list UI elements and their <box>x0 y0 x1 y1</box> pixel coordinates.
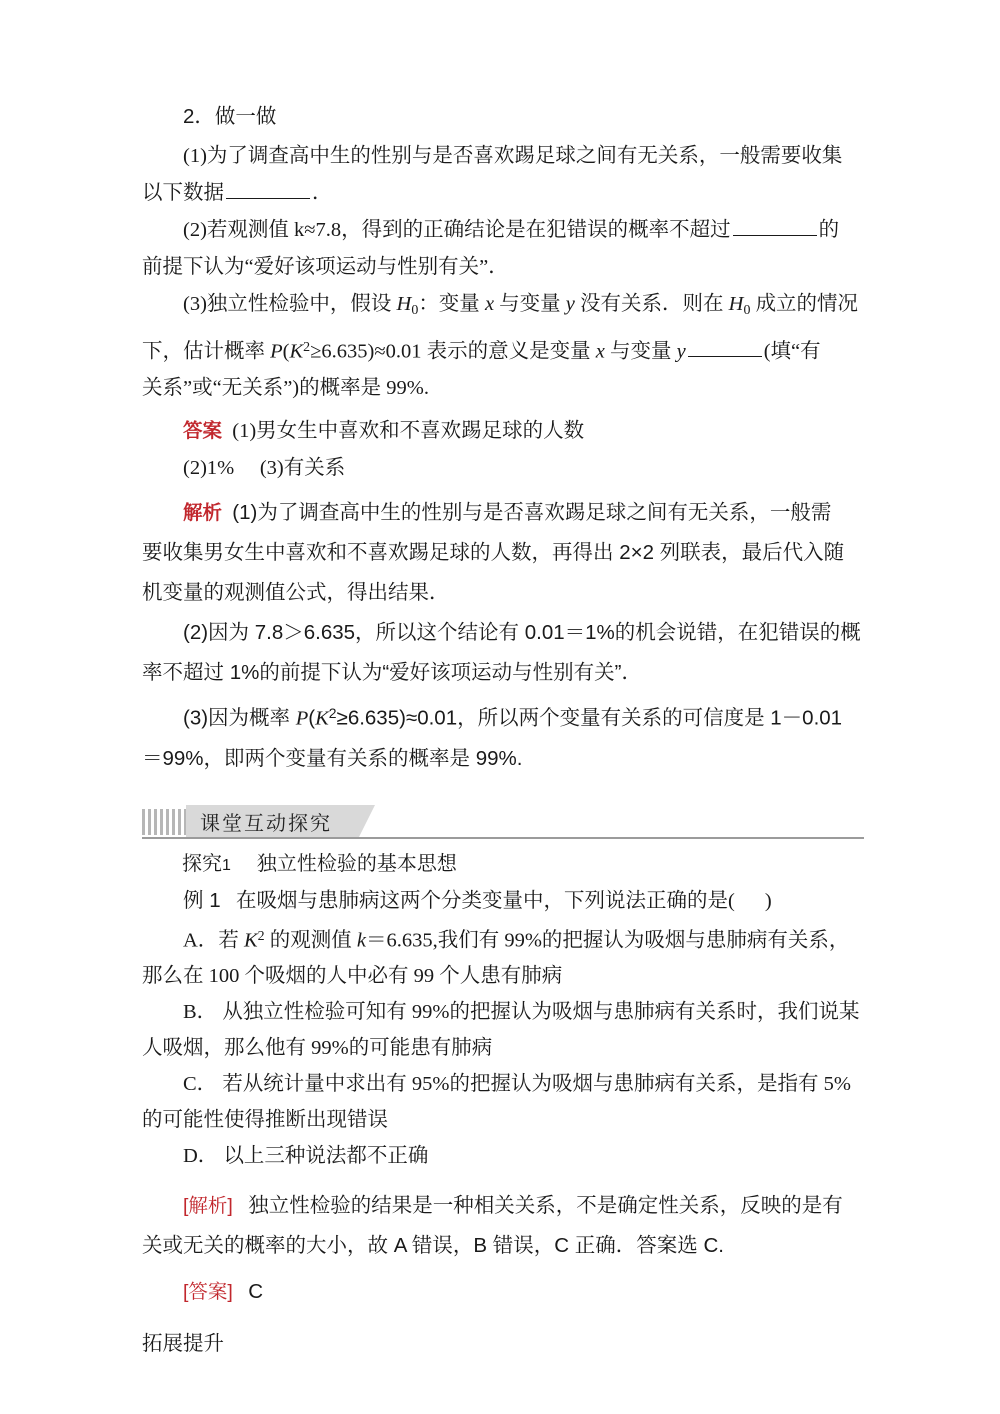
answer-text-1: (1)男女生中喜欢和不喜欢踢足球的人数 <box>232 420 585 443</box>
choice-b-t1: 从独立性检验可知有 99%的把握认为吸烟与患肺病有关系时，我们说某 <box>222 1001 860 1024</box>
q3-var-y: y <box>565 293 575 315</box>
q3-t9: 与变量 <box>604 340 677 363</box>
analysis-p3-t3: ≥6.635)≈0.01，所以两个变量有关系的可信度是 1－0.01 <box>336 706 843 730</box>
question-1-line-2 <box>142 175 864 212</box>
q3-var-K: K <box>289 340 304 363</box>
choice-b-line-2 <box>142 1030 864 1066</box>
analysis-p3-line-1 <box>142 693 864 738</box>
q3-var-H: H <box>396 293 412 315</box>
example-stem: 在吸烟与患肺病这两个分类变量中，下列说法正确的是( <box>235 889 735 912</box>
solution-label: [解析] <box>183 1195 233 1218</box>
q3-var-x2: x <box>595 340 605 363</box>
hatch-decoration-icon <box>142 809 186 835</box>
analysis-p2-line-2 <box>142 653 864 693</box>
question-2-text-b: 的 <box>818 219 840 241</box>
question-2-text-a: (2)若观测值 k≈7.8，得到的正确结论是在犯错误的概率不超过 <box>183 219 731 241</box>
choice-a-t2: 的观测值 <box>264 929 357 952</box>
q3-t10: (填“有 <box>763 340 821 363</box>
solution-line-1 <box>142 1186 864 1226</box>
answer-line-1 <box>142 413 864 450</box>
answer-blank <box>688 337 762 357</box>
choice-a-t3: ＝6.635,我们有 99%的把握认为吸烟与患肺病有关系， <box>365 929 850 952</box>
analysis-label: 解析 <box>183 502 223 525</box>
answer-text-2: (2)1% (3)有关系 <box>183 457 346 480</box>
question-1-text-c: ． <box>312 182 333 204</box>
footer-text: 拓展提升 <box>142 1332 224 1356</box>
banner-rule <box>142 837 864 839</box>
analysis-line-2 <box>142 533 864 573</box>
choice-c-key: C． <box>183 1073 218 1096</box>
answer-line-2 <box>142 450 864 487</box>
analysis-p3-t4: ＝99%，即两个变量有关系的概率是 99%. <box>142 746 523 770</box>
q3-t4: 没有关系．则在 <box>574 293 729 315</box>
q3-t3: 与变量 <box>494 293 566 315</box>
choice-d-t1: 以上三种说法都不正确 <box>223 1145 429 1168</box>
analysis-p2-line-1 <box>142 613 864 653</box>
q3-t6: 下，估计概率 <box>142 340 271 363</box>
question-2-line-1 <box>142 212 864 249</box>
explore-heading <box>142 847 864 883</box>
solution-text-2: 关或无关的概率的大小，故 A 错误，B 错误，C 正确．答案选 C. <box>142 1234 724 1258</box>
section-banner <box>142 805 864 839</box>
choice-b-key: B． <box>183 1001 218 1024</box>
q3-t2: ：变量 <box>418 293 485 315</box>
choice-c-line-2 <box>142 1102 864 1138</box>
section-title: 做一做 <box>214 105 277 128</box>
choice-c-t1: 若从统计量中求出有 95%的把握认为吸烟与患肺病有关系，是指有 5% <box>222 1073 851 1096</box>
choice-a-key: A． <box>183 929 219 952</box>
choice-a-sup: 2 <box>257 928 265 944</box>
solution-line-2 <box>142 1226 864 1266</box>
section-dot: ． <box>194 105 215 128</box>
page-content <box>142 98 864 1362</box>
explore-title: 独立性检验的基本思想 <box>256 852 457 875</box>
analysis-line-3 <box>142 573 864 613</box>
choice-c-line-1 <box>142 1066 864 1102</box>
q3-t1: (3)独立性检验中，假设 <box>183 293 397 315</box>
q3-sub-0: 0 <box>411 302 419 318</box>
analysis-var-P: P <box>295 707 309 730</box>
question-3-line-2 <box>142 329 864 370</box>
choice-c-t2: 的可能性使得推断出现错误 <box>142 1109 388 1132</box>
question-1-text-b: 以下数据 <box>142 182 224 204</box>
q3-sub-0b: 0 <box>743 302 751 318</box>
choice-a-line-1 <box>142 919 864 958</box>
question-1-line-1 <box>142 138 864 175</box>
q3-var-y2: y <box>676 340 686 363</box>
analysis-text-1: (1)为了调查高中生的性别与是否喜欢踢足球之间有无关系，一般需 <box>232 501 832 525</box>
analysis-text-2: 要收集男女生中喜欢和不喜欢踢足球的人数，再得出 2×2 列联表，最后代入随 <box>142 541 845 565</box>
final-answer-value: C <box>248 1280 264 1304</box>
example-label: 例 1 <box>183 888 221 912</box>
question-2-line-2 <box>142 249 864 286</box>
choice-a-var-k: k <box>356 929 366 952</box>
answer-blank <box>226 179 310 199</box>
q3-t5: 成立的情况 <box>750 293 859 315</box>
analysis-p3-line-2 <box>142 739 864 779</box>
q3-var-x: x <box>484 293 495 315</box>
choice-a-t1: 若 <box>218 929 244 952</box>
choice-a-line-2 <box>142 958 864 994</box>
example-stem-end: ) <box>764 889 772 912</box>
choice-b-line-1 <box>142 994 864 1030</box>
example-line <box>142 883 864 919</box>
q3-t7: ( <box>282 340 290 363</box>
analysis-var-K: K <box>315 707 329 730</box>
analysis-p2-text-1: (2)因为 7.8＞6.635，所以这个结论有 0.01＝1%的机会说错，在犯错误的概 <box>183 621 861 645</box>
choice-d-line-1 <box>142 1138 864 1174</box>
answer-label: 答案 <box>183 420 223 443</box>
q3-t8: ≥6.635)≈0.01 表示的意义是变量 <box>310 340 596 363</box>
explore-tag: 探究 <box>182 852 222 875</box>
q3-sup-2: 2 <box>303 339 311 355</box>
analysis-p3-t1: (3)因为概率 <box>183 706 296 730</box>
analysis-p2-text-2: 率不超过 1%的前提下认为“爱好该项运动与性别有关”． <box>142 661 642 685</box>
question-1-text-a: (1)为了调查高中生的性别与是否喜欢踢足球之间有无关系，一般需要收集 <box>183 145 843 167</box>
question-2-text-c: 前提下认为“爱好该项运动与性别有关”． <box>142 256 509 278</box>
q3-var-H2: H <box>728 293 744 315</box>
analysis-line-1 <box>142 493 864 533</box>
question-3-line-1 <box>142 286 864 329</box>
analysis-p3-t2: ( <box>308 706 316 730</box>
q3-var-P: P <box>270 340 283 363</box>
final-answer-line <box>142 1272 864 1312</box>
answer-blank <box>733 216 817 236</box>
choice-d-key: D． <box>183 1145 219 1168</box>
final-answer-label: [答案] <box>183 1281 233 1304</box>
analysis-sup-2: 2 <box>328 705 337 722</box>
section-number: 2 <box>183 105 195 128</box>
choice-a-t4: 那么在 100 个吸烟的人中必有 99 个人患有肺病 <box>142 965 563 988</box>
choice-a-var-K: K <box>243 929 258 952</box>
banner-title: 课堂互动探究 <box>186 805 358 839</box>
solution-text-1: 独立性检验的结果是一种相关关系，不是确定性关系，反映的是有 <box>248 1194 843 1218</box>
q3-t11: 关系”或“无关系”)的概率是 99%. <box>142 377 429 400</box>
question-3-line-3 <box>142 370 864 407</box>
analysis-text-3: 机变量的观测值公式，得出结果． <box>142 581 450 605</box>
section-heading <box>142 98 864 136</box>
choice-b-t2: 人吸烟，那么他有 99%的可能患有肺病 <box>142 1037 493 1060</box>
explore-tag-number: 1 <box>222 856 231 874</box>
